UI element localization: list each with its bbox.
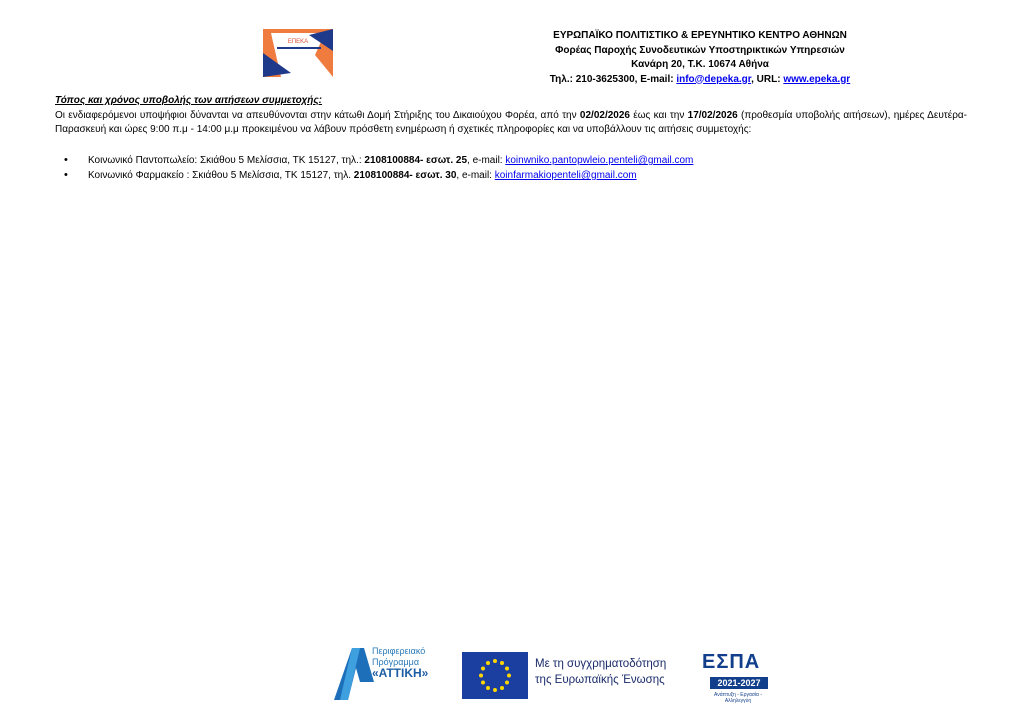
contact-phone: 2108100884- εσωτ. 30 — [353, 170, 457, 181]
header-url-link[interactable]: www.epeka.gr — [783, 73, 851, 85]
date-from: 02/02/2026 — [579, 110, 630, 121]
espa-subtitle: Ανάπτυξη - Εργασία - Αλληλεγγύη — [714, 692, 762, 704]
eu-line-2: της Ευρωπαϊκής Ένωσης — [535, 674, 665, 686]
header-email-link[interactable]: info@depeka.gr — [676, 73, 752, 85]
contact-email-prefix: , e-mail: — [456, 170, 495, 181]
list-item — [62, 168, 962, 183]
paragraph-part-3: (προθεσμία υποβολής αιτήσεων), ημέρες Δευτέρα-Παρασκευή και ώρες 9:00 π.μ - 14:00 μ.μ προκειμένου να λάβουν πρόσθετη ενημέρωση ή σχετικές πληροφορίες και να υποβάλλουν τις αιτήσεις συμμετοχής: — [55, 110, 967, 135]
contact-text: Κοινωνικό Φαρμακείο : Σκιάθου 5 Μελίσσια, ΤΚ 15127, τηλ. — [88, 170, 354, 181]
contact-phone: 2108100884- εσωτ. 25 — [364, 155, 468, 166]
logo-text: ΕΠΕΚΑ — [287, 39, 309, 45]
date-to: 17/02/2026 — [687, 110, 738, 121]
header-address: Κανάρη 20, Τ.Κ. 10674 Αθήνα — [631, 59, 769, 70]
epeka-logo — [263, 29, 333, 77]
contact-email-prefix: , e-mail: — [467, 155, 506, 166]
paragraph-part-1: Οι ενδιαφερόμενοι υποψήφιοι δύνανται να απευθύνονται στην κάτωθι Δομή Στήριξης του Δικαιούχου Φορέα, από την — [55, 110, 580, 121]
header-contact-line — [420, 73, 980, 88]
list-item — [62, 153, 962, 168]
espa-years: 2021-2027 — [710, 677, 768, 689]
eu-cofunding-text — [535, 656, 695, 688]
eu-line-1: Με τη συγχρηματοδότηση — [535, 658, 667, 670]
attiki-line-1: Περιφερειακό — [372, 646, 426, 656]
header-org-role: Φορέας Παροχής Συνοδευτικών Υποστηρικτικών Υπηρεσιών — [555, 44, 845, 56]
attiki-program-text — [372, 646, 452, 680]
contact-email-link[interactable]: koinwniko.pantopwleio.penteli@gmail.com — [505, 155, 694, 166]
contacts-list — [62, 153, 962, 183]
contact-email-link[interactable]: koinfarmakiopenteli@gmail.com — [494, 170, 637, 181]
header-phone: Τηλ.: 210-3625300, E-mail: — [549, 73, 677, 85]
eu-flag-icon — [462, 652, 528, 699]
attiki-line-3: «ΑΤΤΙΚΗ» — [372, 666, 429, 680]
organization-header — [420, 29, 980, 87]
submission-paragraph — [55, 109, 967, 137]
header-org-name: ΕΥΡΩΠΑΪΚΟ ΠΟΛΙΤΙΣΤΙΚΟ & ΕΡΕΥΝΗΤΙΚΟ ΚΕΝΤΡΟ ΑΘΗΝΩΝ — [553, 30, 847, 41]
contact-text: Κοινωνικό Παντοπωλείο: Σκιάθου 5 Μελίσσια, ΤΚ 15127, τηλ.: — [88, 155, 365, 166]
espa-title: ΕΣΠΑ — [702, 651, 761, 673]
paragraph-part-2: έως και την — [629, 110, 688, 121]
section-title: Τόπος και χρόνος υποβολής των αιτήσεων συμμετοχής: — [55, 95, 323, 106]
funding-footer — [330, 640, 780, 705]
header-url-prefix: , URL: — [751, 73, 784, 85]
attiki-line-2: Πρόγραμμα — [372, 657, 420, 667]
